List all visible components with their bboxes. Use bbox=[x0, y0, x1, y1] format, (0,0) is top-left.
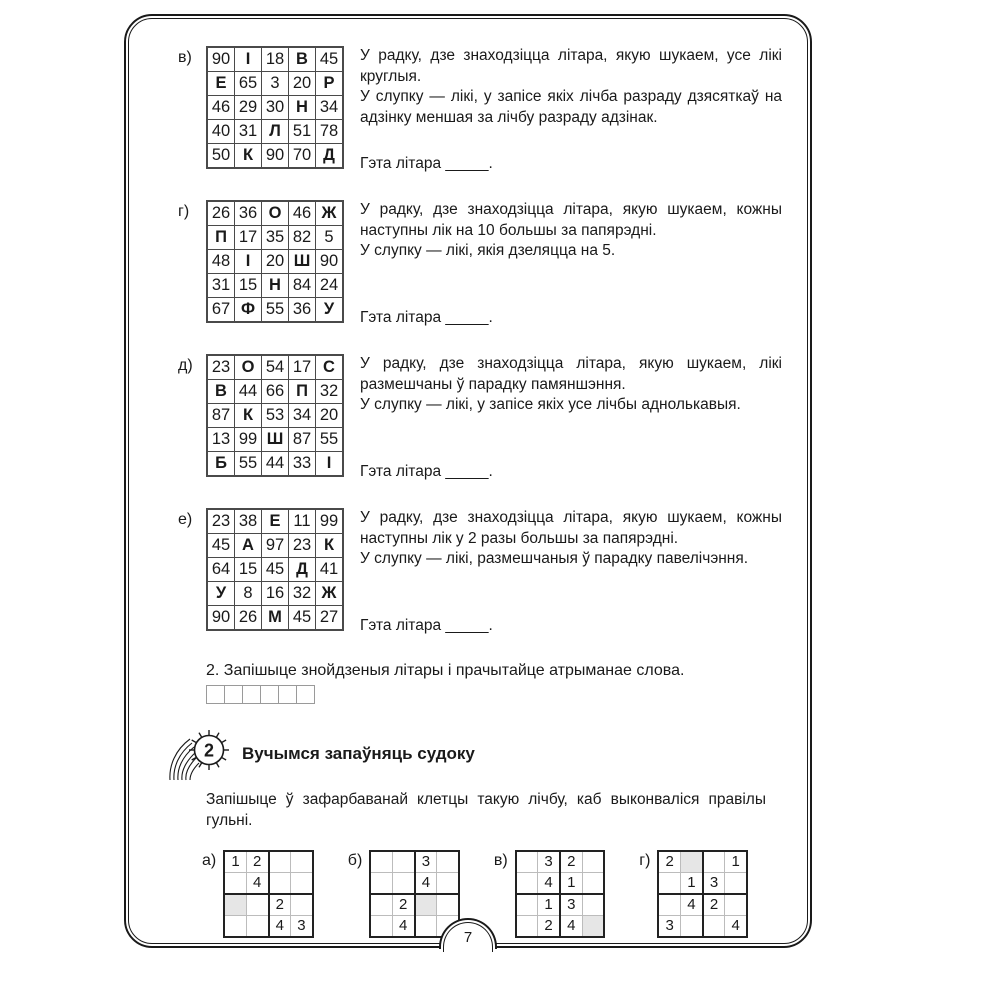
sudoku-cell bbox=[370, 872, 392, 894]
sudoku-cell bbox=[658, 894, 680, 916]
grid-cell: 99 bbox=[316, 509, 344, 534]
grid-cell: Д bbox=[316, 144, 344, 169]
grid-cell: 17 bbox=[235, 226, 262, 250]
item-text bbox=[360, 46, 782, 175]
grid-cell: 27 bbox=[316, 606, 344, 631]
sudoku-cell bbox=[516, 851, 538, 873]
grid-cell: Ж bbox=[316, 582, 344, 606]
sudoku-row bbox=[516, 915, 605, 937]
grid-row bbox=[207, 404, 343, 428]
sudoku-cell bbox=[681, 915, 703, 937]
sudoku-cell bbox=[269, 872, 291, 894]
sudoku-cell bbox=[415, 894, 437, 916]
sudoku-cell: 4 bbox=[538, 872, 560, 894]
task-2-text: 2. Запішыце знойдзеныя літары і прачытайце атрыманае слова. bbox=[206, 662, 685, 679]
grid-cell: А bbox=[235, 534, 262, 558]
column-rule-text: У слупку — лікі, размешчаныя ў парадку павелічэння. bbox=[360, 550, 749, 568]
grid-cell: 23 bbox=[207, 509, 235, 534]
sudoku-cell bbox=[725, 872, 747, 894]
letter-grid bbox=[206, 46, 344, 169]
grid-cell: 36 bbox=[289, 298, 316, 323]
sudoku-cell: 1 bbox=[538, 894, 560, 916]
grid-row bbox=[207, 274, 343, 298]
sudoku-cell: 1 bbox=[725, 851, 747, 873]
exercise-item bbox=[178, 46, 782, 175]
grid-row bbox=[207, 452, 343, 477]
grid-cell: 26 bbox=[235, 606, 262, 631]
grid-cell: 29 bbox=[235, 96, 262, 120]
exercise-item bbox=[178, 508, 782, 637]
sudoku-row bbox=[658, 894, 747, 916]
sudoku-cell bbox=[291, 851, 313, 873]
grid-cell: 87 bbox=[207, 404, 235, 428]
sudoku-cell bbox=[291, 894, 313, 916]
grid-cell: І bbox=[316, 452, 344, 477]
sudoku-cell bbox=[246, 894, 268, 916]
sudoku-cell bbox=[224, 894, 246, 916]
sudoku-cell bbox=[246, 915, 268, 937]
grid-row bbox=[207, 428, 343, 452]
grid-cell: 82 bbox=[289, 226, 316, 250]
grid-cell: 30 bbox=[262, 96, 289, 120]
sudoku-cell: 2 bbox=[246, 851, 268, 873]
grid-cell: 5 bbox=[316, 226, 344, 250]
sudoku-cell bbox=[516, 872, 538, 894]
grid-cell: 50 bbox=[207, 144, 235, 169]
sudoku-cell bbox=[437, 894, 459, 916]
grid-row bbox=[207, 606, 343, 631]
grid-cell: Н bbox=[289, 96, 316, 120]
sudoku-cell: 2 bbox=[560, 851, 582, 873]
item-label: в) bbox=[178, 49, 192, 66]
grid-cell: 13 bbox=[207, 428, 235, 452]
grid-cell: 46 bbox=[207, 96, 235, 120]
grid-cell: 90 bbox=[207, 47, 235, 72]
grid-cell: К bbox=[235, 404, 262, 428]
answer-box bbox=[242, 685, 261, 704]
grid-cell: 90 bbox=[316, 250, 344, 274]
sudoku-cell: 3 bbox=[538, 851, 560, 873]
grid-cell: 15 bbox=[235, 274, 262, 298]
answer-line: Гэта літара _____. bbox=[360, 617, 493, 635]
grid-cell: І bbox=[235, 250, 262, 274]
grid-cell: 78 bbox=[316, 120, 344, 144]
grid-row bbox=[207, 47, 343, 72]
exercise-2-instruction: Запішыце ў зафарбаванай клетцы такую лічбу, каб выконваліся правілы гульні. bbox=[206, 791, 766, 829]
sudoku-grid bbox=[223, 850, 314, 938]
sudoku-cell: 1 bbox=[224, 851, 246, 873]
sudoku-cell: 4 bbox=[392, 915, 414, 937]
sudoku-cell: 4 bbox=[681, 894, 703, 916]
sudoku-cell bbox=[437, 851, 459, 873]
sudoku-cell bbox=[516, 894, 538, 916]
exercise-2-title: Вучымся запаўняць судоку bbox=[242, 744, 475, 763]
grid-cell: 15 bbox=[235, 558, 262, 582]
grid-cell: 16 bbox=[262, 582, 289, 606]
sudoku-cell bbox=[516, 915, 538, 937]
grid-row bbox=[207, 558, 343, 582]
answer-line: Гэта літара _____. bbox=[360, 155, 493, 173]
grid-cell: 20 bbox=[316, 404, 344, 428]
grid-cell: 31 bbox=[207, 274, 235, 298]
sudoku-label: б) bbox=[347, 851, 363, 869]
letter-grid bbox=[206, 354, 344, 477]
column-rule-text: У слупку — лікі, у запісе якіх усе лічбы аднолькавыя. bbox=[360, 396, 741, 414]
grid-cell: 51 bbox=[289, 120, 316, 144]
grid-cell: К bbox=[235, 144, 262, 169]
grid-cell: 35 bbox=[262, 226, 289, 250]
grid-row bbox=[207, 250, 343, 274]
sudoku-unit bbox=[348, 850, 460, 938]
sudoku-cell: 4 bbox=[560, 915, 582, 937]
grid-cell: 84 bbox=[289, 274, 316, 298]
sudoku-cell bbox=[582, 894, 604, 916]
grid-cell: 67 bbox=[207, 298, 235, 323]
item-text bbox=[360, 508, 782, 637]
sudoku-cell bbox=[582, 872, 604, 894]
sudoku-cell bbox=[370, 915, 392, 937]
sudoku-cell bbox=[370, 894, 392, 916]
grid-cell: 8 bbox=[235, 582, 262, 606]
grid-cell: 65 bbox=[235, 72, 262, 96]
sudoku-row bbox=[516, 872, 605, 894]
exercise-1-items bbox=[178, 46, 782, 637]
sudoku-cell: 3 bbox=[658, 915, 680, 937]
grid-cell: Ж bbox=[316, 201, 344, 226]
grid-cell: 99 bbox=[235, 428, 262, 452]
grid-cell: 70 bbox=[289, 144, 316, 169]
sudoku-cell: 4 bbox=[415, 872, 437, 894]
row-rule-text: У радку, дзе знаходзіцца літара, якую шукаем, кожны наступны лік у 2 разы большы за папярэдні. bbox=[360, 509, 782, 547]
grid-row bbox=[207, 380, 343, 404]
grid-cell: 3 bbox=[262, 72, 289, 96]
row-rule-text: У радку, дзе знаходзіцца літара, якую шукаем, лікі размешчаны ў парадку памяншэння. bbox=[360, 355, 782, 393]
sudoku-grids bbox=[202, 850, 782, 938]
grid-row bbox=[207, 534, 343, 558]
sudoku-cell bbox=[224, 872, 246, 894]
grid-cell: М bbox=[262, 606, 289, 631]
sudoku-cell bbox=[224, 915, 246, 937]
item-label: д) bbox=[178, 357, 193, 374]
sudoku-cell bbox=[658, 872, 680, 894]
grid-cell: Н bbox=[262, 274, 289, 298]
answer-box bbox=[278, 685, 297, 704]
sudoku-cell: 4 bbox=[269, 915, 291, 937]
grid-cell: Л bbox=[262, 120, 289, 144]
grid-cell: 40 bbox=[207, 120, 235, 144]
row-rule-text: У радку, дзе знаходзіцца літара, якую шукаем, кожны наступны лік на 10 большы за папярэдні. bbox=[360, 201, 782, 239]
word-answer-boxes bbox=[206, 685, 782, 704]
sudoku-cell bbox=[703, 851, 725, 873]
sudoku-row bbox=[224, 851, 313, 873]
grid-cell: Ш bbox=[262, 428, 289, 452]
grid-cell: 36 bbox=[235, 201, 262, 226]
sudoku-grid bbox=[657, 850, 748, 938]
sudoku-row bbox=[516, 851, 605, 873]
grid-cell: 97 bbox=[262, 534, 289, 558]
grid-cell: 31 bbox=[235, 120, 262, 144]
page-number: 7 bbox=[463, 928, 473, 946]
grid-cell: 87 bbox=[289, 428, 316, 452]
sudoku-cell: 3 bbox=[560, 894, 582, 916]
grid-cell: Ф bbox=[235, 298, 262, 323]
grid-cell: 64 bbox=[207, 558, 235, 582]
grid-cell: 11 bbox=[289, 509, 316, 534]
sudoku-cell: 4 bbox=[725, 915, 747, 937]
grid-cell: 34 bbox=[289, 404, 316, 428]
page-content bbox=[126, 16, 810, 946]
sudoku-row bbox=[224, 872, 313, 894]
grid-cell: 17 bbox=[289, 355, 316, 380]
sudoku-cell: 2 bbox=[269, 894, 291, 916]
column-rule-text: У слупку — лікі, якія дзеляцца на 5. bbox=[360, 242, 616, 260]
grid-cell: 34 bbox=[316, 96, 344, 120]
sudoku-cell: 4 bbox=[246, 872, 268, 894]
item-label: е) bbox=[178, 511, 193, 528]
answer-box bbox=[260, 685, 279, 704]
grid-cell: І bbox=[235, 47, 262, 72]
sudoku-cell bbox=[392, 872, 414, 894]
sudoku-row bbox=[658, 872, 747, 894]
sudoku-row bbox=[516, 894, 605, 916]
sudoku-row bbox=[224, 894, 313, 916]
grid-cell: 45 bbox=[262, 558, 289, 582]
sudoku-cell bbox=[415, 915, 437, 937]
sudoku-unit bbox=[494, 850, 605, 938]
grid-row bbox=[207, 96, 343, 120]
sudoku-cell: 3 bbox=[291, 915, 313, 937]
sudoku-unit bbox=[202, 850, 314, 938]
column-rule-text: У слупку — лікі, у запісе якіх лічба разраду дзясяткаў на адзінку меншая за лічбу разраду адзінак. bbox=[360, 88, 782, 126]
exercise-2-header bbox=[166, 726, 782, 782]
grid-cell: С bbox=[316, 355, 344, 380]
grid-cell: 32 bbox=[316, 380, 344, 404]
grid-cell: 23 bbox=[207, 355, 235, 380]
sudoku-row bbox=[370, 851, 459, 873]
grid-cell: 55 bbox=[316, 428, 344, 452]
grid-row bbox=[207, 226, 343, 250]
sudoku-cell: 1 bbox=[560, 872, 582, 894]
grid-cell: 24 bbox=[316, 274, 344, 298]
sudoku-cell bbox=[370, 851, 392, 873]
answer-box bbox=[224, 685, 243, 704]
grid-cell: 33 bbox=[289, 452, 316, 477]
grid-cell: Р bbox=[316, 72, 344, 96]
sudoku-row bbox=[370, 872, 459, 894]
grid-cell: 32 bbox=[289, 582, 316, 606]
grid-cell: 54 bbox=[262, 355, 289, 380]
grid-cell: О bbox=[262, 201, 289, 226]
page-frame bbox=[124, 14, 812, 948]
grid-cell: 48 bbox=[207, 250, 235, 274]
grid-cell: Е bbox=[207, 72, 235, 96]
sudoku-row bbox=[658, 851, 747, 873]
sudoku-cell bbox=[681, 851, 703, 873]
grid-cell: П bbox=[207, 226, 235, 250]
answer-line: Гэта літара _____. bbox=[360, 309, 493, 327]
sudoku-grid bbox=[369, 850, 460, 938]
answer-box bbox=[296, 685, 315, 704]
sudoku-cell bbox=[291, 872, 313, 894]
grid-cell: 66 bbox=[262, 380, 289, 404]
item-text bbox=[360, 200, 782, 329]
sudoku-cell bbox=[437, 872, 459, 894]
sudoku-cell bbox=[725, 894, 747, 916]
grid-cell: 55 bbox=[235, 452, 262, 477]
grid-cell: К bbox=[316, 534, 344, 558]
grid-cell: 41 bbox=[316, 558, 344, 582]
grid-cell: 45 bbox=[207, 534, 235, 558]
grid-cell: 26 bbox=[207, 201, 235, 226]
grid-cell: 55 bbox=[262, 298, 289, 323]
sudoku-unit bbox=[639, 850, 748, 938]
letter-grid bbox=[206, 508, 344, 631]
exercise-2-number: 2 bbox=[203, 740, 215, 761]
grid-cell: Б bbox=[207, 452, 235, 477]
sudoku-cell bbox=[703, 915, 725, 937]
grid-row bbox=[207, 120, 343, 144]
grid-row bbox=[207, 509, 343, 534]
grid-cell: 44 bbox=[235, 380, 262, 404]
answer-box bbox=[206, 685, 225, 704]
sudoku-grid bbox=[515, 850, 606, 938]
grid-cell: 90 bbox=[207, 606, 235, 631]
sudoku-cell: 3 bbox=[415, 851, 437, 873]
sudoku-cell bbox=[582, 851, 604, 873]
grid-cell: П bbox=[289, 380, 316, 404]
sudoku-cell: 1 bbox=[681, 872, 703, 894]
letter-grid bbox=[206, 200, 344, 323]
exercise-item bbox=[178, 354, 782, 483]
grid-row bbox=[207, 298, 343, 323]
grid-cell: 23 bbox=[289, 534, 316, 558]
grid-cell: Е bbox=[262, 509, 289, 534]
grid-cell: 90 bbox=[262, 144, 289, 169]
grid-cell: В bbox=[207, 380, 235, 404]
grid-cell: 20 bbox=[289, 72, 316, 96]
sudoku-cell: 3 bbox=[703, 872, 725, 894]
sudoku-cell: 2 bbox=[392, 894, 414, 916]
row-rule-text: У радку, дзе знаходзіцца літара, якую шукаем, усе лікі круглыя. bbox=[360, 47, 782, 85]
sudoku-cell bbox=[392, 851, 414, 873]
grid-cell: О bbox=[235, 355, 262, 380]
grid-cell: 53 bbox=[262, 404, 289, 428]
grid-cell: 18 bbox=[262, 47, 289, 72]
item-label: г) bbox=[178, 203, 190, 220]
grid-row bbox=[207, 582, 343, 606]
sudoku-row bbox=[370, 894, 459, 916]
sudoku-cell: 2 bbox=[538, 915, 560, 937]
grid-cell: Д bbox=[289, 558, 316, 582]
grid-cell: 38 bbox=[235, 509, 262, 534]
item-text bbox=[360, 354, 782, 483]
grid-cell: У bbox=[207, 582, 235, 606]
answer-line: Гэта літара _____. bbox=[360, 463, 493, 481]
grid-cell: У bbox=[316, 298, 344, 323]
sudoku-row bbox=[224, 915, 313, 937]
sudoku-cell: 2 bbox=[703, 894, 725, 916]
grid-cell: 45 bbox=[316, 47, 344, 72]
sudoku-label: а) bbox=[202, 851, 217, 869]
grid-cell: 46 bbox=[289, 201, 316, 226]
grid-row bbox=[207, 144, 343, 169]
sudoku-cell: 2 bbox=[658, 851, 680, 873]
sudoku-label: г) bbox=[639, 851, 651, 869]
grid-cell: 45 bbox=[289, 606, 316, 631]
exercise-item bbox=[178, 200, 782, 329]
grid-row bbox=[207, 355, 343, 380]
sudoku-cell bbox=[269, 851, 291, 873]
sun-exercise-icon bbox=[166, 726, 232, 782]
sudoku-label: в) bbox=[493, 851, 508, 869]
grid-cell: В bbox=[289, 47, 316, 72]
grid-row bbox=[207, 201, 343, 226]
grid-cell: 44 bbox=[262, 452, 289, 477]
sudoku-row bbox=[658, 915, 747, 937]
grid-cell: Ш bbox=[289, 250, 316, 274]
sudoku-cell bbox=[582, 915, 604, 937]
grid-cell: 20 bbox=[262, 250, 289, 274]
grid-row bbox=[207, 72, 343, 96]
